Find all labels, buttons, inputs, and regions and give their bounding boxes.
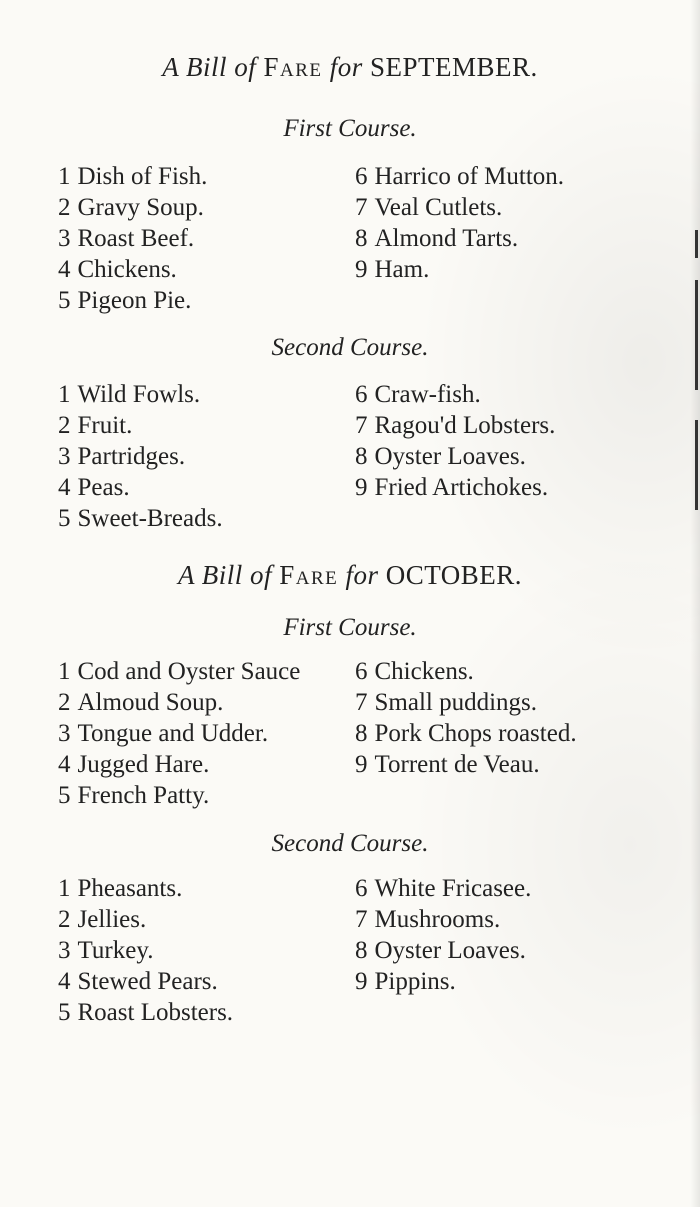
dish-name: Chickens. xyxy=(77,256,177,283)
dish-item xyxy=(355,721,577,746)
dish-item xyxy=(58,288,191,313)
dish-name: Fruit. xyxy=(77,412,133,439)
dish-item xyxy=(58,506,223,531)
dish-number: 4 xyxy=(58,751,71,778)
dish-item xyxy=(58,226,194,251)
dish-name: Dish of Fish. xyxy=(77,163,208,190)
dish-name: Chickens. xyxy=(374,658,474,685)
dish-number: 6 xyxy=(355,658,368,685)
course-title: Second Course. xyxy=(271,334,429,361)
dish-name: Craw-fish. xyxy=(374,381,481,408)
dish-item xyxy=(355,257,429,282)
dish-number: 4 xyxy=(58,256,71,283)
dish-name: Tongue and Udder. xyxy=(77,720,269,747)
dish-number: 9 xyxy=(355,968,368,995)
course-title: Second Course. xyxy=(271,830,429,857)
title-fare: Fare xyxy=(263,52,323,82)
dish-number: 1 xyxy=(58,381,71,408)
dish-number: 3 xyxy=(58,720,71,747)
dish-item xyxy=(58,475,130,500)
dish-item xyxy=(58,938,153,963)
dish-number: 2 xyxy=(58,194,71,221)
dish-item xyxy=(355,690,537,715)
dish-item xyxy=(58,752,209,777)
dish-number: 2 xyxy=(58,412,71,439)
dish-number: 7 xyxy=(355,689,368,716)
dish-item xyxy=(58,382,200,407)
dish-name: Pheasants. xyxy=(77,875,183,902)
dish-item xyxy=(355,475,548,500)
dish-number: 2 xyxy=(58,906,71,933)
dish-name: Almond Tarts. xyxy=(374,225,519,252)
dish-name: Pigeon Pie. xyxy=(77,287,192,314)
dish-name: Sweet-Breads. xyxy=(77,505,223,532)
dish-name: White Fricasee. xyxy=(374,875,532,902)
dish-item xyxy=(355,938,526,963)
dish-item xyxy=(58,690,223,715)
dish-name: Veal Cutlets. xyxy=(374,194,503,221)
dish-number: 5 xyxy=(58,505,71,532)
dish-number: 3 xyxy=(58,225,71,252)
title-month: SEPTEMBER. xyxy=(370,52,538,82)
dish-item xyxy=(58,444,185,469)
dish-item xyxy=(355,659,474,684)
dish-name: Oyster Loaves. xyxy=(374,443,526,470)
dish-name: Jellies. xyxy=(77,906,147,933)
dish-name: French Patty. xyxy=(77,782,210,809)
dish-number: 6 xyxy=(355,163,368,190)
dish-name: Turkey. xyxy=(77,937,154,964)
dish-number: 5 xyxy=(58,287,71,314)
dish-number: 8 xyxy=(355,225,368,252)
dish-item xyxy=(355,752,540,777)
dish-name: Partridges. xyxy=(77,443,186,470)
dish-number: 7 xyxy=(355,412,368,439)
dish-name: Small puddings. xyxy=(374,689,538,716)
dish-item xyxy=(355,226,518,251)
dish-number: 4 xyxy=(58,968,71,995)
edge-mark xyxy=(695,420,698,510)
dish-number: 9 xyxy=(355,751,368,778)
dish-item xyxy=(355,969,456,994)
dish-item xyxy=(58,907,146,932)
dish-item xyxy=(58,195,204,220)
dish-number: 8 xyxy=(355,937,368,964)
course-title: First Course. xyxy=(283,614,417,641)
dish-item xyxy=(355,382,481,407)
dish-name: Pippins. xyxy=(374,968,456,995)
dish-item xyxy=(58,969,218,994)
dish-number: 6 xyxy=(355,381,368,408)
dish-number: 5 xyxy=(58,782,71,809)
dish-item xyxy=(58,413,132,438)
dish-number: 1 xyxy=(58,875,71,902)
dish-name: Torrent de Veau. xyxy=(374,751,540,778)
dish-number: 4 xyxy=(58,474,71,501)
title-for: for xyxy=(345,560,379,590)
edge-mark xyxy=(695,230,698,258)
dish-number: 1 xyxy=(58,163,71,190)
dish-number: 3 xyxy=(58,443,71,470)
title-for: for xyxy=(329,52,363,82)
dish-item xyxy=(355,413,555,438)
dish-item xyxy=(58,659,300,684)
title-month: OCTOBER. xyxy=(385,560,523,590)
dish-name: Mushrooms. xyxy=(374,906,501,933)
dish-item xyxy=(355,907,500,932)
dish-item xyxy=(58,721,268,746)
dish-name: Stewed Pears. xyxy=(77,968,218,995)
title-fare: Fare xyxy=(279,560,339,590)
dish-name: Pork Chops roasted. xyxy=(374,720,577,747)
dish-name: Ham. xyxy=(374,256,430,283)
dish-item xyxy=(355,876,531,901)
dish-name: Cod and Oyster Sauce xyxy=(77,658,301,685)
dish-number: 3 xyxy=(58,937,71,964)
dish-name: Jugged Hare. xyxy=(77,751,210,778)
dish-number: 5 xyxy=(58,999,71,1026)
bill-title-september xyxy=(0,52,700,83)
dish-item xyxy=(58,1000,233,1025)
course-title: First Course. xyxy=(283,115,417,142)
dish-name: Fried Artichokes. xyxy=(374,474,549,501)
dish-item xyxy=(355,164,564,189)
dish-number: 7 xyxy=(355,906,368,933)
dish-number: 7 xyxy=(355,194,368,221)
dish-item xyxy=(58,257,177,282)
dish-item xyxy=(58,876,182,901)
page-edge-shadow xyxy=(690,0,700,1207)
dish-name: Harrico of Mutton. xyxy=(374,163,565,190)
dish-number: 8 xyxy=(355,720,368,747)
dish-name: Almoud Soup. xyxy=(77,689,224,716)
dish-number: 9 xyxy=(355,256,368,283)
dish-number: 2 xyxy=(58,689,71,716)
dish-item xyxy=(58,164,207,189)
dish-item xyxy=(58,783,209,808)
dish-number: 9 xyxy=(355,474,368,501)
dish-name: Wild Fowls. xyxy=(77,381,201,408)
title-prefix: A Bill of xyxy=(177,560,272,590)
dish-number: 8 xyxy=(355,443,368,470)
dish-name: Oyster Loaves. xyxy=(374,937,526,964)
dish-number: 6 xyxy=(355,875,368,902)
dish-name: Roast Beef. xyxy=(77,225,195,252)
dish-item xyxy=(355,444,526,469)
dish-number: 1 xyxy=(58,658,71,685)
dish-name: Ragou'd Lobsters. xyxy=(374,412,556,439)
title-prefix: A Bill of xyxy=(162,52,257,82)
dish-name: Roast Lobsters. xyxy=(77,999,234,1026)
dish-name: Peas. xyxy=(77,474,130,501)
dish-item xyxy=(355,195,502,220)
dish-name: Gravy Soup. xyxy=(77,194,204,221)
bill-title-october xyxy=(0,560,700,591)
